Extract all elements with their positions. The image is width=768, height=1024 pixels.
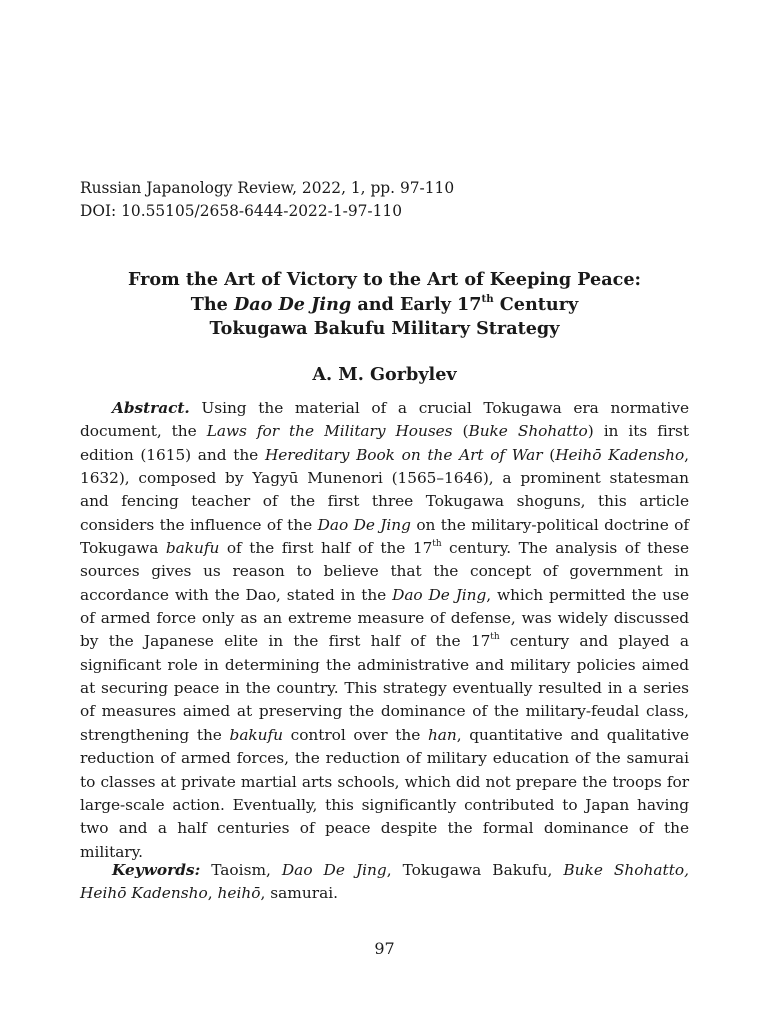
doi-line: DOI: 10.55105/2658-6444-2022-1-97-110 — [80, 202, 402, 220]
abstract-italic: Dao De Jing — [317, 515, 411, 534]
abstract-text: ( — [452, 422, 469, 441]
abstract-superscript: th — [432, 539, 442, 550]
abstract-text: century and played a significant role in determining the administrative and military policies aimed at securing peace in the country. This strategy eventually resulted in a series of measures aimed at preserving the dominance of the military-feudal class, strengthening the — [80, 632, 689, 744]
keywords-italic: Heihō Kadensho — [80, 884, 208, 903]
title-text: Century — [493, 293, 579, 315]
abstract-italic: bakufu — [229, 725, 283, 744]
abstract-text: , quantitative and qualitative reduction of armed forces, the reduction of military education of the samurai to classes at private martial arts schools, which did not prepare the troops for large-scale action. Eventually, this significantly contributed to Japan having two and a half centuries of peace despite the formal dominance of the military. — [80, 725, 689, 861]
abstract-text: , 1632), composed by Yagyū Munenori (1565–1646), a prominent statesman and fencing teacher of the first three Tokugawa shoguns, this article considers the influence of the — [80, 445, 689, 534]
keywords-italic: heihō — [217, 884, 261, 903]
title-superscript: th — [481, 292, 494, 305]
journal-citation: Russian Japanology Review, 2022, 1, pp. 97-110 — [80, 179, 455, 197]
abstract-text: Using the material of a crucial Tokugawa era normative document, the — [80, 399, 689, 441]
title-text: and Early 17 — [351, 293, 482, 315]
article-title — [80, 268, 689, 342]
abstract-italic: Laws for the Military Houses — [206, 422, 453, 441]
abstract-italic: Heihō Kadensho — [555, 445, 685, 464]
title-line-3: Tokugawa Bakufu Military Strategy — [209, 318, 560, 339]
abstract-text: , which permitted the use of armed force only as an extreme measure of defense, was widely discussed by the Japanese elite in the first half of the 17 — [80, 585, 689, 651]
abstract-italic: bakufu — [165, 539, 220, 558]
abstract-paragraph — [80, 397, 689, 864]
keywords-paragraph — [80, 859, 689, 906]
title-line-2 — [80, 293, 689, 318]
abstract-italic: Hereditary Book on the Art of War — [264, 445, 543, 464]
title-italic-text: Dao De Jing — [234, 293, 352, 315]
abstract-text: ( — [542, 445, 556, 464]
abstract-superscript: th — [490, 632, 500, 643]
title-text: The — [190, 293, 234, 315]
abstract-text: on the military-political doctrine of Tokugawa — [80, 515, 689, 558]
abstract-text: control over the — [282, 725, 428, 744]
author-name: A. M. Gorbylev — [312, 364, 457, 385]
abstract-text: century. The analysis of these sources gives us reason to believe that the concept of government in accordance with the Dao, stated in the — [80, 539, 690, 604]
keywords-label: Keywords: — [112, 861, 201, 879]
keywords-text: , samurai. — [260, 884, 339, 903]
keywords-text: , Tokugawa Bakufu, — [386, 861, 564, 879]
abstract-text: of the first half of the 17 — [219, 539, 433, 558]
keywords-italic: Buke Shohatto, — [563, 861, 690, 879]
keywords-italic: Dao De Jing — [281, 861, 387, 879]
page-number: 97 — [374, 939, 395, 958]
abstract-italic: han — [427, 725, 457, 744]
abstract-label: Abstract. — [112, 399, 190, 417]
abstract-italic: Dao De Jing — [392, 585, 487, 604]
abstract-text: ) in its first edition (1615) and the — [80, 422, 689, 464]
keywords-text: Taoism, — [200, 861, 282, 879]
citation-block — [80, 177, 454, 223]
abstract-italic: Buke Shohatto — [468, 422, 588, 441]
article-page — [80, 0, 689, 1024]
title-line-1: From the Art of Victory to the Art of Keeping Peace: — [127, 269, 642, 290]
keywords-text: , — [207, 884, 218, 903]
